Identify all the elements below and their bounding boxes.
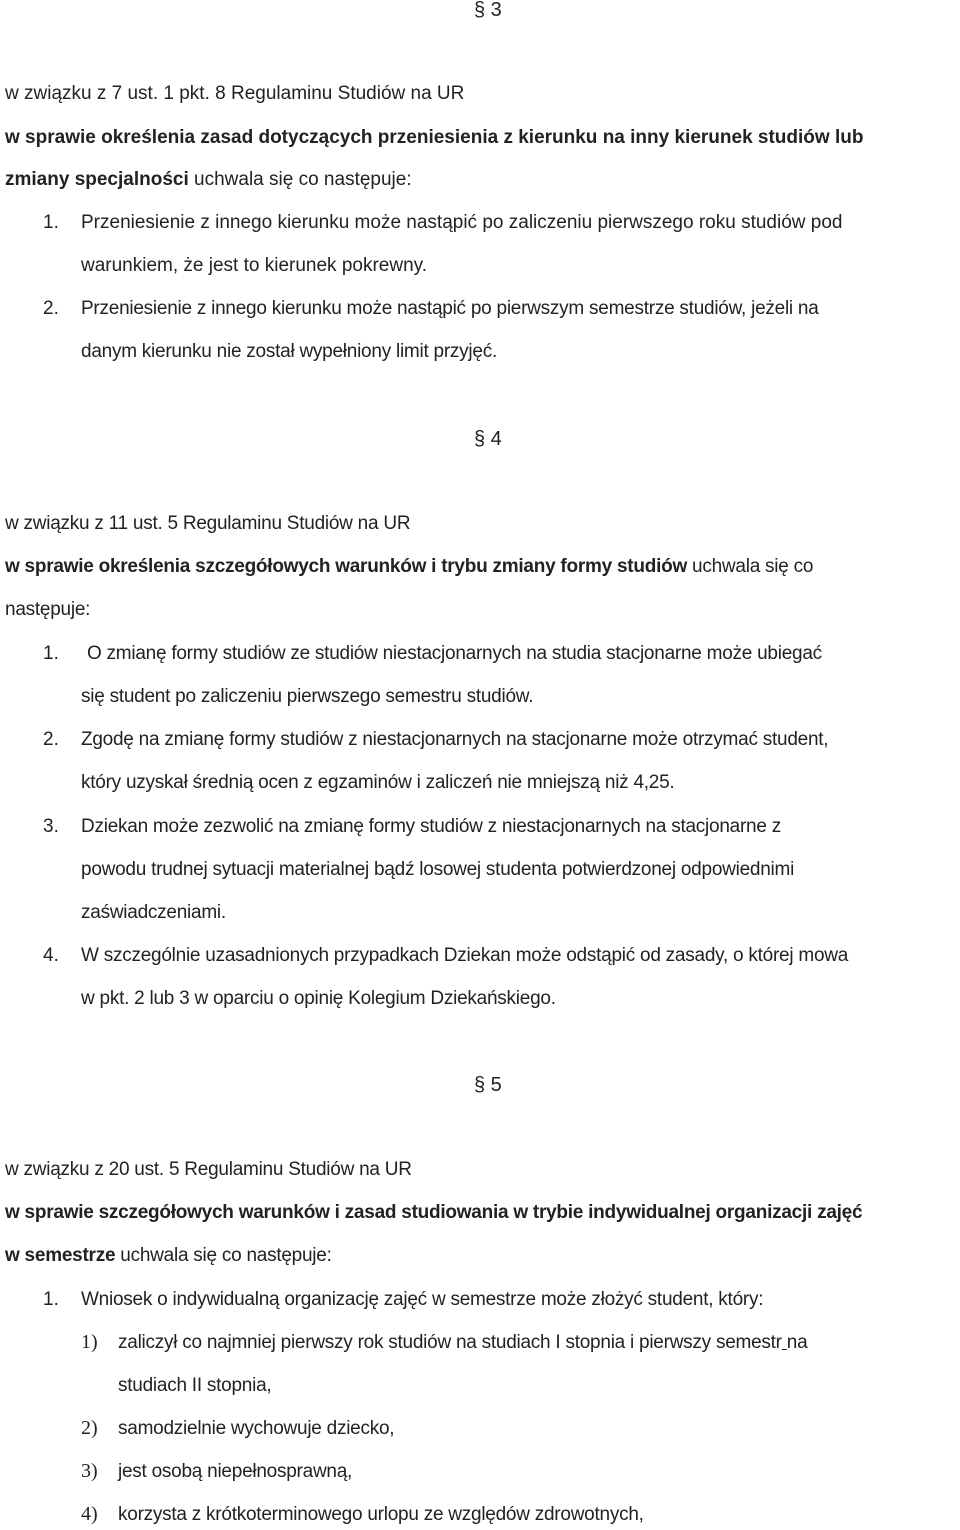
section-4-subject-cont: następuje:: [5, 599, 91, 620]
section-5-subject: [5, 1201, 862, 1225]
section-5-subject-bold-2: w semestrze: [5, 1245, 116, 1266]
section-5-subject-bold-1: w sprawie szczegółowych warunków i zasad studiowania w trybie indywidualnej organizacji zajęć: [5, 1202, 863, 1223]
section-5-subitem-2-number: 2): [81, 1417, 98, 1439]
section-3-item-2-line-1: Przeniesienie z innego kierunku może nastąpić po pierwszym semestrze studiów, jeżeli na: [81, 298, 819, 319]
section-4-item-2-line-1: Zgodę na zmianę formy studiów z niestacjonarnych na stacjonarne może otrzymać student,: [81, 729, 829, 750]
section-4-basis: w związku z 11 ust. 5 Regulaminu Studiów na UR: [5, 513, 411, 534]
section-3-subject-cont: [5, 168, 412, 192]
section-4-heading: § 4: [474, 428, 502, 450]
section-5-subitem-4-number: 4): [81, 1503, 98, 1525]
section-5-subitem-1-number: 1): [81, 1331, 98, 1353]
section-4-item-3-line-2: powodu trudnej sytuacji materialnej bądź losowej studenta potwierdzonej odpowiednimi: [81, 859, 795, 880]
section-3-heading: § 3: [474, 0, 502, 21]
section-4-item-1-line-2: się student po zaliczeniu pierwszego semestru studiów.: [81, 686, 534, 707]
section-5-subitem-3-line-1: jest osobą niepełnosprawną,: [118, 1461, 353, 1482]
section-3-subject-tail: uchwala się co następuje:: [188, 169, 412, 190]
section-4-item-3-line-3: zaświadczeniami.: [81, 902, 226, 923]
section-3-subject-bold-1: w sprawie określenia zasad dotyczących przeniesienia z kierunku na inny kierunek studiów lub: [5, 127, 864, 148]
section-5-subitem-1-line-1: [118, 1331, 807, 1355]
section-5-item-1-number: 1.: [43, 1289, 59, 1310]
section-3-item-2-number: 2.: [43, 298, 59, 319]
section-5-heading: § 5: [474, 1074, 502, 1096]
section-5-item-1-line-1: Wniosek o indywidualną organizację zajęć w semestrze może złożyć student, który:: [81, 1289, 764, 1310]
section-5-subitem-3-number: 3): [81, 1460, 98, 1482]
section-4-item-4-line-2: w pkt. 2 lub 3 w oparciu o opinię Kolegium Dziekańskiego.: [81, 988, 556, 1009]
section-4-item-4-number: 4.: [43, 945, 59, 966]
section-3-subject: [5, 126, 863, 150]
section-4-item-1-number: 1.: [43, 643, 59, 664]
section-4-item-4-line-1: W szczególnie uzasadnionych przypadkach Dziekan może odstąpić od zasady, o której mowa: [81, 945, 849, 966]
section-5-subitem-1-line-2: studiach II stopnia,: [118, 1375, 272, 1396]
section-4-item-2-line-2: który uzyskał średnią ocen z egzaminów i zaliczeń nie mniejszą niż 4,25.: [81, 772, 675, 793]
section-3-item-1-number: 1.: [43, 212, 59, 233]
section-4-subject: [5, 555, 813, 579]
section-5-subitem-1-text-a: zaliczył co najmniej pierwszy rok studiów na studiach I stopnia i pierwszy semestr: [118, 1332, 782, 1353]
section-4-subject-tail: uchwala się co: [687, 556, 814, 577]
section-4-item-2-number: 2.: [43, 729, 59, 750]
section-5-basis: w związku z 20 ust. 5 Regulaminu Studiów na UR: [5, 1159, 412, 1180]
section-3-item-1-line-1: Przeniesienie z innego kierunku może nastąpić po zaliczeniu pierwszego roku studiów pod: [81, 212, 843, 233]
section-3-item-2-line-2: danym kierunku nie został wypełniony limit przyjęć.: [81, 341, 497, 362]
section-5-subject-cont: [5, 1244, 332, 1268]
section-5-subitem-2-line-1: samodzielnie wychowuje dziecko,: [118, 1418, 395, 1439]
section-3-subject-bold-2: zmiany specjalności: [5, 169, 189, 190]
section-4-item-3-line-1: Dziekan może zezwolić na zmianę formy studiów z niestacjonarnych na stacjonarne z: [81, 816, 781, 837]
section-5-subitem-4-line-1: korzysta z krótkoterminowego urlopu ze względów zdrowotnych,: [118, 1504, 644, 1525]
section-4-item-3-number: 3.: [43, 816, 59, 837]
section-5-subject-tail: uchwala się co następuje:: [115, 1245, 332, 1266]
section-4-item-1-line-1: O zmianę formy studiów ze studiów niestacjonarnych na studia stacjonarne może ubiegać: [87, 643, 822, 664]
section-3-basis: w związku z 7 ust. 1 pkt. 8 Regulaminu Studiów na UR: [5, 83, 465, 104]
section-3-item-1-line-2: warunkiem, że jest to kierunek pokrewny.: [81, 255, 428, 276]
section-5-subitem-1-text-b: na: [786, 1332, 808, 1353]
section-4-subject-bold: w sprawie określenia szczegółowych warunków i trybu zmiany formy studiów: [5, 556, 688, 577]
